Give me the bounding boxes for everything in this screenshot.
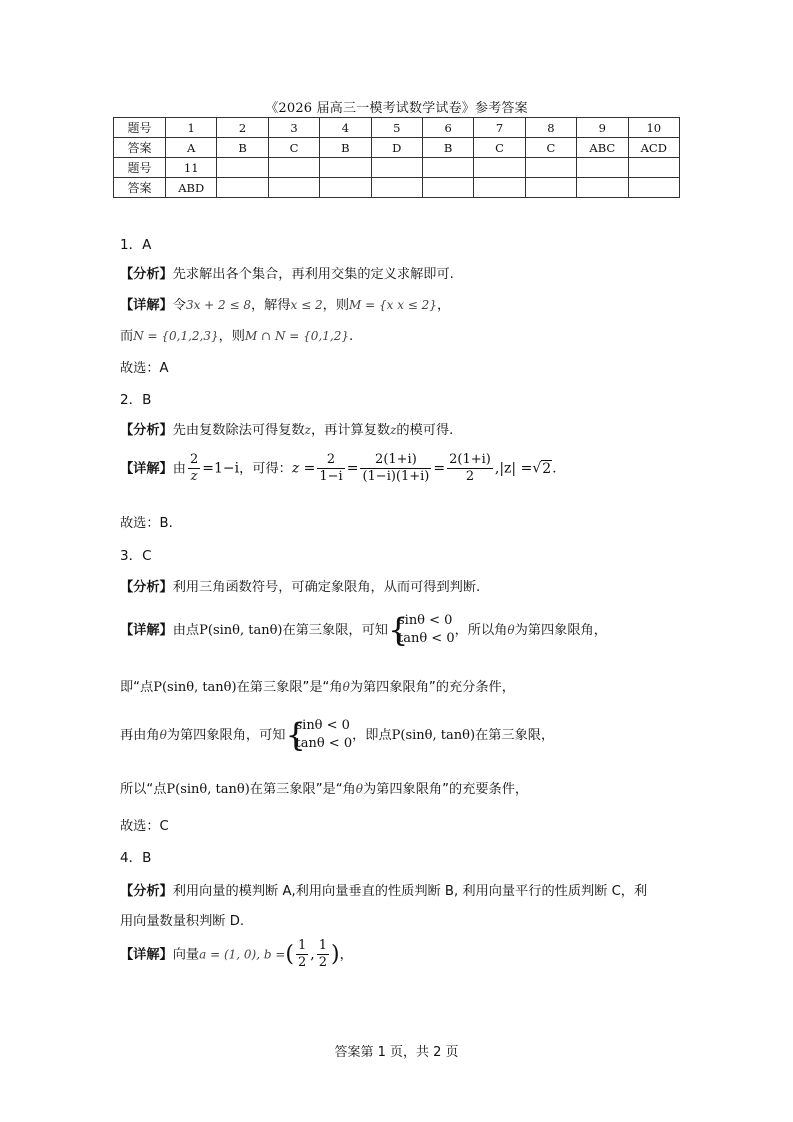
q2-analysis [120, 419, 453, 438]
text: ，即点 [352, 728, 392, 743]
fraction [317, 452, 344, 485]
text: ， [339, 947, 353, 963]
table-cell [371, 178, 422, 198]
analysis-tag: 【分析】 [120, 884, 173, 899]
question-2-heading: 2．B [120, 392, 152, 408]
answer-table [113, 117, 680, 198]
text: ， [436, 298, 451, 313]
text: 所以“点 [120, 782, 167, 797]
table-header-cell: 答案 [114, 178, 166, 198]
q4-analysis-line-2: 用向量数量积判断 D. [120, 914, 245, 929]
q3-line-3 [120, 717, 554, 753]
table-cell: B [217, 138, 268, 158]
table-cell: 3 [268, 118, 319, 138]
math-expr: P(sinθ, tanθ) [166, 782, 250, 797]
math-expr: θ [507, 623, 515, 637]
table-row [114, 138, 680, 158]
math-expr: M = {x x ≤ 2} [349, 298, 437, 312]
fraction [188, 452, 200, 485]
math-expr: θ [342, 680, 350, 694]
math-expr: = [346, 460, 359, 477]
text: ，则 [322, 298, 350, 313]
math-expr: x ≤ 2 [290, 298, 323, 312]
text: 先由复数除法可得复数 [172, 423, 305, 438]
numerator: 1 [298, 938, 307, 953]
numerator: 1 [318, 938, 328, 953]
text: 在第三象限”是“角 [249, 782, 356, 797]
table-cell: 5 [371, 118, 422, 138]
table-row [114, 158, 680, 178]
inequality-system [285, 717, 352, 753]
table-cell [268, 178, 319, 198]
text: . [348, 329, 354, 344]
table-cell: 1 [166, 118, 217, 138]
table-cell [577, 158, 628, 178]
table-header-cell: 题号 [114, 118, 166, 138]
math-expr: θ [159, 728, 167, 742]
table-cell [525, 178, 576, 198]
q4-analysis-line-1 [120, 880, 647, 899]
numerator: 2 [317, 452, 344, 469]
table-cell: 11 [166, 158, 217, 178]
text: ，则 [218, 329, 245, 344]
text: 的模可得. [396, 423, 454, 438]
q1-detail-line-2 [120, 325, 353, 344]
text: 为第四象限角，可知 [166, 728, 286, 743]
text: 为第四象限角， [514, 623, 607, 638]
q3-line-4 [120, 778, 528, 797]
numerator: 2 [189, 452, 199, 467]
numerator: 2(1+i) [449, 452, 491, 467]
text: 令 [172, 298, 186, 313]
table-cell [628, 178, 679, 198]
inequality: sinθ < 0 [397, 613, 453, 628]
numerator: 2(1+i) [360, 452, 431, 469]
math-expr: P(sinθ, tanθ) [391, 728, 476, 743]
denominator: (1−i)(1+i) [362, 469, 430, 484]
table-cell: 7 [474, 118, 525, 138]
text: 在第三象限，可知 [282, 623, 388, 638]
table-cell: 6 [422, 118, 473, 138]
inequality-system [388, 612, 455, 648]
fraction [447, 452, 493, 485]
question-4-heading: 4．B [120, 850, 152, 866]
text: ，可得： [239, 461, 292, 477]
math-expr: z = [291, 460, 316, 477]
table-cell [217, 178, 268, 198]
math-expr: = [433, 460, 446, 477]
text: 再由角 [120, 728, 160, 743]
math-expr: =1−i [202, 460, 240, 477]
table-cell: 4 [320, 118, 371, 138]
table-cell: ABD [166, 178, 217, 198]
q3-detail-line-1 [120, 612, 607, 648]
table-cell [628, 158, 679, 178]
table-cell: 9 [577, 118, 628, 138]
q3-analysis [120, 576, 480, 595]
table-cell: 10 [628, 118, 679, 138]
table-cell: C [474, 138, 525, 158]
table-cell [268, 158, 319, 178]
q4-detail [120, 938, 353, 971]
detail-tag: 【详解】 [120, 947, 173, 963]
math-expr: N = {0,1,2,3} [133, 329, 219, 343]
q3-line-2 [120, 676, 515, 695]
question-1-heading: 1．A [120, 237, 152, 253]
math-expr: θ [355, 782, 363, 796]
right-paren-icon: ) [331, 942, 340, 967]
table-cell: ACD [628, 138, 679, 158]
table-cell: C [525, 138, 576, 158]
text: 在第三象限”是“角 [236, 680, 343, 695]
analysis-text: 利用向量的模判断 A,利用向量垂直的性质判断 B, 利用向量平行的性质判断 C，利 [172, 884, 648, 899]
inequality: tanθ < 0 [295, 736, 353, 751]
text: 由点 [172, 623, 200, 638]
q1-detail-line-1 [120, 294, 450, 313]
text: 为第四象限角”的充要条件， [362, 782, 529, 797]
math-expr: 3x + 2 ≤ 8 [185, 298, 251, 312]
detail-tag: 【详解】 [120, 623, 173, 638]
text: 由 [172, 461, 186, 477]
table-cell [577, 178, 628, 198]
denominator: z [190, 469, 198, 484]
radicand: 2 [542, 460, 552, 477]
table-cell: A [166, 138, 217, 158]
table-cell [371, 158, 422, 178]
text: ，再计算复数 [310, 423, 391, 438]
analysis-text: 利用三角函数符号，可确定象限角，从而可得到判断. [172, 580, 481, 595]
table-cell: C [268, 138, 319, 158]
sqrt-expr: √2 [532, 460, 552, 477]
table-cell [422, 158, 473, 178]
denominator: 2 [298, 955, 307, 970]
denominator: 1−i [319, 469, 343, 484]
denominator: 2 [318, 955, 328, 970]
table-cell [217, 158, 268, 178]
analysis-tag: 【分析】 [120, 267, 173, 282]
detail-tag: 【详解】 [120, 461, 173, 477]
table-cell: D [371, 138, 422, 158]
table-cell [525, 158, 576, 178]
fraction [360, 452, 431, 485]
inequality: tanθ < 0 [397, 631, 455, 646]
table-cell: B [422, 138, 473, 158]
comma-icon: , [310, 946, 315, 963]
left-paren-icon: ( [285, 942, 294, 967]
table-cell [474, 158, 525, 178]
table-cell [320, 178, 371, 198]
text: 即“点 [120, 680, 154, 695]
inequality: sinθ < 0 [295, 718, 350, 733]
table-cell: 2 [217, 118, 268, 138]
math-expr: P(sinθ, tanθ) [153, 680, 237, 695]
left-brace-icon: { [285, 716, 306, 754]
math-expr: . [552, 460, 557, 477]
question-3-heading: 3．C [120, 548, 152, 564]
math-expr: M ∩ N = {0,1,2} [245, 329, 349, 343]
page-footer: 答案第 1 页，共 2 页 [334, 1045, 459, 1060]
q1-choose: 故选：A [120, 361, 169, 376]
table-row [114, 118, 680, 138]
table-cell: 8 [525, 118, 576, 138]
table-cell [422, 178, 473, 198]
math-expr: z [304, 423, 311, 437]
analysis-text: 先求解出各个集合，再利用交集的定义求解即可. [172, 267, 454, 282]
analysis-tag: 【分析】 [120, 423, 173, 438]
text: 向量 [172, 947, 200, 963]
text: ，所以角 [454, 623, 508, 638]
q1-analysis [120, 263, 454, 282]
q2-detail [120, 452, 557, 485]
math-expr: P(sinθ, tanθ) [199, 623, 283, 638]
table-row [114, 178, 680, 198]
q3-choose: 故选：C [120, 819, 169, 834]
q2-choose: 故选：B. [120, 516, 173, 531]
analysis-tag: 【分析】 [120, 580, 173, 595]
math-expr: ,|z| = [494, 460, 533, 477]
document-title: 《2026 届高三一模考试数学试卷》参考答案 [265, 101, 528, 116]
left-brace-icon: { [387, 611, 409, 649]
text: ，解得 [250, 298, 291, 313]
detail-tag: 【详解】 [120, 298, 173, 313]
fraction [296, 938, 308, 971]
math-expr: a = (1, 0), b = [199, 947, 286, 962]
math-expr: z [390, 423, 397, 437]
denominator: 2 [465, 469, 475, 484]
text: 在第三象限， [475, 728, 555, 743]
fraction [317, 938, 329, 971]
table-cell: ABC [577, 138, 628, 158]
table-cell [474, 178, 525, 198]
text: 为第四象限角”的充分条件， [349, 680, 515, 695]
table-header-cell: 题号 [114, 158, 166, 178]
table-cell: B [320, 138, 371, 158]
table-cell [320, 158, 371, 178]
text: 而 [120, 329, 134, 344]
table-header-cell: 答案 [114, 138, 166, 158]
